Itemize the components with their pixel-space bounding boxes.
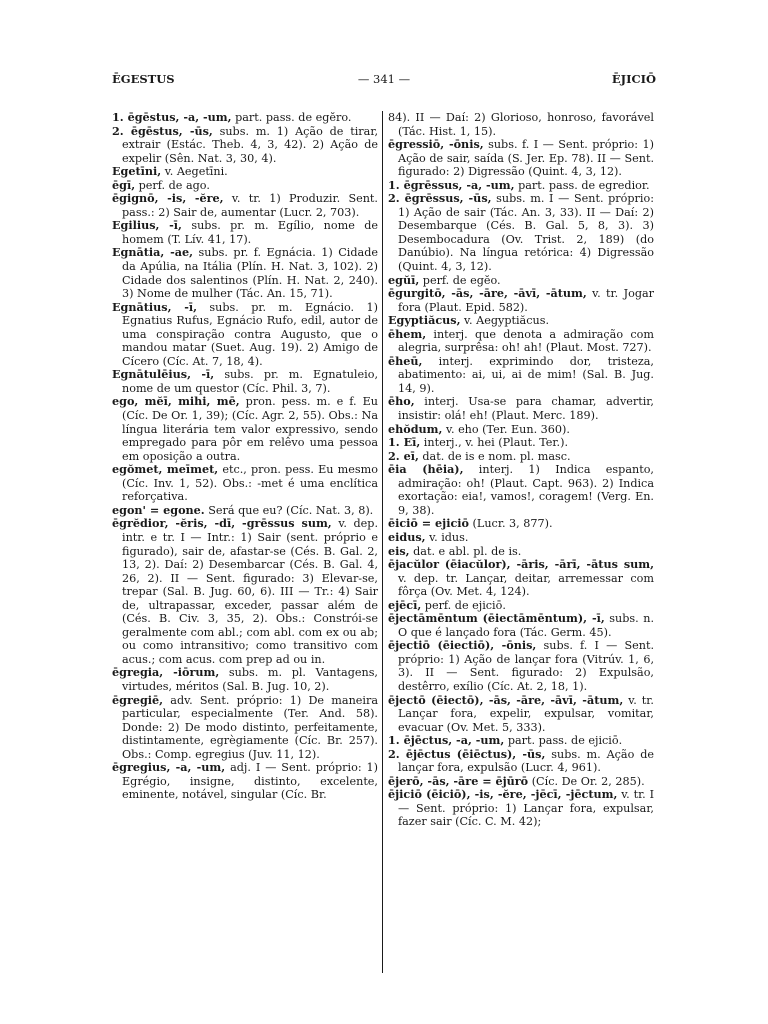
- entry-definition: interj., v. hei (Plaut. Ter.).: [420, 436, 569, 450]
- page-number: — 341 —: [357, 72, 411, 86]
- entry-headword: ēgregia, -iōrum,: [112, 665, 220, 680]
- entry-headword: ēgurgitō, -ās, -āre, -āvī, -ātum,: [388, 286, 587, 301]
- entry-definition: dat. e abl. pl. de is.: [409, 544, 522, 558]
- dictionary-entry: [112, 165, 378, 179]
- entry-headword: egŭī,: [388, 272, 420, 287]
- entry-definition: subs. pr. m. Egnatuleio, nome de um questor (Cíc. Phil. 3, 7).: [122, 368, 378, 395]
- entry-headword: ego, mĕī, mihi, mē,: [112, 394, 240, 409]
- entry-headword: ēgignō, -is, -ĕre,: [112, 191, 224, 206]
- dictionary-entry: [388, 545, 654, 559]
- entry-headword: 2. ējēctus (ēiēctus), -ūs,: [388, 746, 546, 761]
- dictionary-entry: [112, 694, 378, 762]
- entry-definition: v. eho (Ter. Eun. 360).: [442, 422, 570, 436]
- entry-definition: (Lucr. 3, 877).: [469, 517, 553, 531]
- entry-definition: 84). II — Daí: 2) Glorioso, honroso, favorável (Tác. Hist. 1, 15).: [388, 111, 654, 138]
- dictionary-entry: [388, 748, 654, 775]
- entry-headword: 1. ēgēstus, -a, -um,: [112, 111, 232, 124]
- dictionary-entry: [388, 775, 654, 789]
- entry-definition: subs. m. Ação de lançar fora, expulsão (Lucr. 4, 961).: [398, 747, 654, 775]
- dictionary-entry: [388, 274, 654, 288]
- entry-definition: adj. I — Sent. próprio: 1) Egrégio, insigne, distinto, excelente, eminente, notável, singular (Cíc. Br.: [122, 761, 378, 802]
- entry-headword: ēho,: [388, 394, 415, 409]
- entry-definition: (Cíc. De Or. 2, 285).: [528, 774, 645, 788]
- entry-headword: Egilius, -ī,: [112, 218, 182, 233]
- entry-headword: 2. eī,: [388, 448, 419, 463]
- entry-definition: subs. m. pl. Vantagens, virtudes, méritos (Sal. B. Jug. 10, 2).: [122, 666, 378, 693]
- entry-definition: v. idus.: [425, 530, 469, 544]
- entry-definition: adv. Sent. próprio: 1) De maneira particular, especialmente (Ter. And. 58). Donde: 2) De modo distinto, perfeitamente, distintamente, egrègiamente (Cíc. Br. 257). Obs.: Comp. egregius (Juv. 11, 12).: [122, 693, 378, 761]
- dictionary-entry: [388, 734, 654, 748]
- entry-definition: v. Aegyptiăcus.: [460, 314, 549, 328]
- dictionary-entry: [112, 517, 378, 666]
- entry-definition: Será que eu? (Cíc. Nat. 3, 8).: [204, 503, 374, 517]
- dictionary-entry: [388, 395, 654, 422]
- dictionary-entry: [388, 436, 654, 450]
- dictionary-entry: [388, 517, 654, 531]
- entry-headword: 2. ēgrēssus, -ūs,: [388, 191, 492, 206]
- entry-definition: subs. m. 1) Ação de tirar, extrair (Estác. Theb. 4, 3, 42). 2) Ação de expelir (Sên. Nat. 3, 30, 4).: [122, 124, 378, 165]
- entry-definition: subs. n. O que é lançado fora (Tác. Germ. 45).: [398, 612, 654, 639]
- entry-headword: ēgrĕdior, -ĕris, -dī, -grēssus sum,: [112, 516, 332, 531]
- dictionary-entry: [388, 138, 654, 179]
- entry-definition: part. pass. de egĕro.: [231, 111, 352, 124]
- entry-headword: ējerō, -ās, -āre = ējūrō: [388, 773, 529, 788]
- entry-definition: v. tr. Jogar fora (Plaut. Epid. 582).: [398, 287, 654, 314]
- dictionary-entry: [112, 219, 378, 246]
- dictionary-entry: [112, 246, 378, 300]
- entry-definition: perf. de ejiciō.: [421, 598, 506, 612]
- entry-headword: 1. ēgrēssus, -a, -um,: [388, 177, 515, 192]
- dictionary-entry: [388, 111, 654, 138]
- left-column: [112, 111, 382, 973]
- entry-definition: v. tr. Lançar fora, expelir, expulsar, vomitar, evacuar (Ov. Met. 5, 333).: [398, 693, 654, 734]
- entry-definition: interj. exprimindo dor, tristeza, abatimento: ai, ui, ai de mim! (Sal. B. Jug. 14, 9).: [398, 354, 654, 395]
- entry-headword: Egyptiăcus,: [388, 313, 461, 328]
- entry-definition: pron. pess. m. e f. Eu (Cíc. De Or. 1, 39); (Cíc. Agr. 2, 55). Obs.: Na língua literária tem valor expressivo, sendo empregado para pôr em relêvo uma pessoa em oposição a outra.: [122, 395, 378, 463]
- entry-headword: ējectō (ēiectō), -ās, -āre, -āvī, -ātum,: [388, 692, 624, 707]
- entry-definition: interj. que denota a admiração com alegria, surprêsa: oh! ah! (Plaut. Most. 727).: [398, 327, 654, 355]
- entry-headword: Egetīni,: [112, 164, 162, 179]
- entry-definition: subs. pr. m. Egílio, nome de homem (T. Lív. 41, 17).: [122, 219, 378, 246]
- entry-definition: v. tr. I — Sent. próprio: 1) Lançar fora, expulsar, fazer sair (Cíc. C. M. 42);: [398, 788, 654, 829]
- entry-definition: interj. Usa-se para chamar, advertir, insistir: olá! eh! (Plaut. Merc. 189).: [398, 395, 654, 423]
- dictionary-entry: [388, 287, 654, 314]
- entry-headword: Egnātia, -ae,: [112, 245, 194, 260]
- right-column: [383, 111, 654, 973]
- entry-definition: subs. pr. m. Egnácio. 1) Egnatius Rufus, Egnácio Rufo, edil, autor de uma conspiração contra Augusto, que o mandou matar (Suet. Aug. 19). 2) Amigo de Cícero (Cíc. At. 7, 18, 4).: [122, 300, 378, 368]
- entry-definition: etc., pron. pess. Eu mesmo (Cíc. Inv. 1, 52). Obs.: -met é uma enclítica reforçativa.: [122, 463, 378, 504]
- entry-headword: ējectiō (ēiectiō), -ōnis,: [388, 638, 537, 653]
- dictionary-entry: [112, 666, 378, 693]
- entry-headword: ēgregiē,: [112, 692, 164, 707]
- dictionary-entry: [112, 368, 378, 395]
- entry-definition: v. dep. tr. Lançar, deitar, arremessar com fôrça (Ov. Met. 4, 124).: [398, 571, 654, 599]
- entry-definition: subs. m. I — Sent. próprio: 1) Ação de sair (Tác. An. 3, 33). II — Daí: 2) Desembarque (Cés. B. Gal. 5, 8, 3). 3) Desembocadura (Ov. Trist. 2, 189) (do Danúbio). Na língua retórica: 4) Digressão (Quint. 4, 3, 12).: [398, 192, 654, 274]
- entry-headword: ēgregius, -a, -um,: [112, 760, 226, 775]
- page-header: [112, 72, 656, 92]
- entry-definition: subs. pr. f. Egnácia. 1) Cidade da Apúlia, na Itália (Plín. H. Nat. 3, 102). 2) Cidade dos salentinos (Plín. H. Nat. 2, 240). 3) Nome de mulher (Tác. An. 15, 71).: [122, 246, 378, 301]
- dictionary-entry: [112, 395, 378, 463]
- dictionary-entry: [112, 111, 378, 125]
- dictionary-entry: [112, 761, 378, 802]
- entry-definition: subs. f. I — Sent. próprio: 1) Ação de sair, saída (S. Jer. Ep. 78). II — Sent. figurado: 2) Digressão (Quint. 4, 3, 12).: [398, 138, 654, 179]
- entry-definition: dat. de is e nom. pl. masc.: [418, 449, 571, 463]
- entry-headword: ehŏdum,: [388, 421, 443, 436]
- dictionary-entry: [388, 328, 654, 355]
- dictionary-entry: [112, 192, 378, 219]
- dictionary-entry: [388, 355, 654, 396]
- entry-definition: interj. 1) Indica espanto, admiração: oh! (Plaut. Capt. 963). 2) Indica exortação: eia!, vamos!, coragem! (Verg. En. 9, 38).: [398, 463, 654, 517]
- header-last-entry: ĒJICIŌ: [611, 72, 656, 86]
- entry-headword: egon' = egone.: [112, 502, 205, 517]
- entry-headword: ējacŭlor (ēiacŭlor), -āris, -ārī, -ātus sum,: [388, 557, 654, 572]
- entry-headword: ejēcī,: [388, 597, 422, 612]
- entry-headword: 1. ējēctus, -a, -um,: [388, 733, 505, 748]
- dictionary-entry: [388, 612, 654, 639]
- entry-headword: ēgī,: [112, 177, 136, 192]
- entry-headword: Egnātius, -ī,: [112, 299, 197, 314]
- dictionary-entry: [388, 179, 654, 193]
- entry-headword: ēheū,: [388, 353, 423, 368]
- entry-columns: [112, 111, 654, 973]
- entry-headword: ējiciō (ēiciō), -is, -ĕre, -jēcī, -jēctum,: [388, 787, 618, 802]
- header-first-entry: ĒGESTUS: [112, 72, 175, 86]
- entry-headword: egŏmet, meīmet,: [112, 462, 219, 477]
- dictionary-entry: [112, 179, 378, 193]
- entry-headword: 2. ēgēstus, -ūs,: [112, 123, 213, 138]
- entry-definition: perf. de ago.: [135, 178, 210, 192]
- entry-headword: ējectāmēntum (ēiectāmēntum), -ī,: [388, 611, 605, 626]
- entry-headword: 1. Eī,: [388, 435, 421, 450]
- dictionary-entry: [388, 192, 654, 273]
- dictionary-entry: [388, 788, 654, 829]
- entry-headword: ēgressiō, -ōnis,: [388, 137, 484, 152]
- dictionary-entry: [388, 599, 654, 613]
- entry-headword: eis,: [388, 543, 410, 558]
- entry-definition: v. Aegetīni.: [161, 165, 228, 179]
- entry-headword: ēhem,: [388, 326, 427, 341]
- entry-definition: v. dep. intr. e tr. I — Intr.: 1) Sair (sent. próprio e figurado), sair de, afastar-se (Cés. B. Gal. 2, 13, 2). Daí: 2) Desembarcar (Cés. B. Gal. 4, 26, 2). II — Sent. figurado: 3) Elevar-se, trepar (Sal. B. Jug. 60, 6). III — Tr.: 4) Sair de, ultrapassar, exceder, passar além de (Cés. B. Civ. 3, 35, 2). Obs.: Constrói-se geralmente com abl.; com abl. com ex ou ab; ou como intransitivo; como transitivo com acus.; com acus. com prep ad ou in.: [122, 517, 378, 666]
- entry-headword: Egnātulēius, -ī,: [112, 367, 215, 382]
- dictionary-entry: [112, 301, 378, 369]
- dictionary-entry: [388, 463, 654, 517]
- dictionary-entry: [388, 450, 654, 464]
- entry-definition: part. pass. de ejiciō.: [504, 734, 623, 748]
- entry-definition: part. pass. de egredior.: [514, 178, 650, 192]
- dictionary-entry: [112, 125, 378, 166]
- entry-definition: subs. f. I — Sent. próprio: 1) Ação de lançar fora (Vitrúv. 1, 6, 3). II — Sent. figurado: 2) Expulsão, destêrro, exílio (Cíc. At. 2, 18, 1).: [398, 639, 654, 693]
- entry-headword: ēia (hēia),: [388, 462, 464, 477]
- dictionary-entry: [388, 531, 654, 545]
- dictionary-entry: [112, 463, 378, 504]
- dictionary-entry: [388, 694, 654, 735]
- dictionary-entry: [388, 423, 654, 437]
- entry-headword: eidus,: [388, 529, 426, 544]
- entry-headword: ēiciō = ejiciō: [388, 516, 469, 531]
- entry-definition: v. tr. 1) Produzir. Sent. pass.: 2) Sair de, aumentar (Lucr. 2, 703).: [122, 192, 378, 219]
- dictionary-entry: [112, 504, 378, 518]
- dictionary-entry: [388, 314, 654, 328]
- dictionary-entry: [388, 558, 654, 599]
- dictionary-entry: [388, 639, 654, 693]
- entry-definition: perf. de egĕo.: [419, 273, 501, 287]
